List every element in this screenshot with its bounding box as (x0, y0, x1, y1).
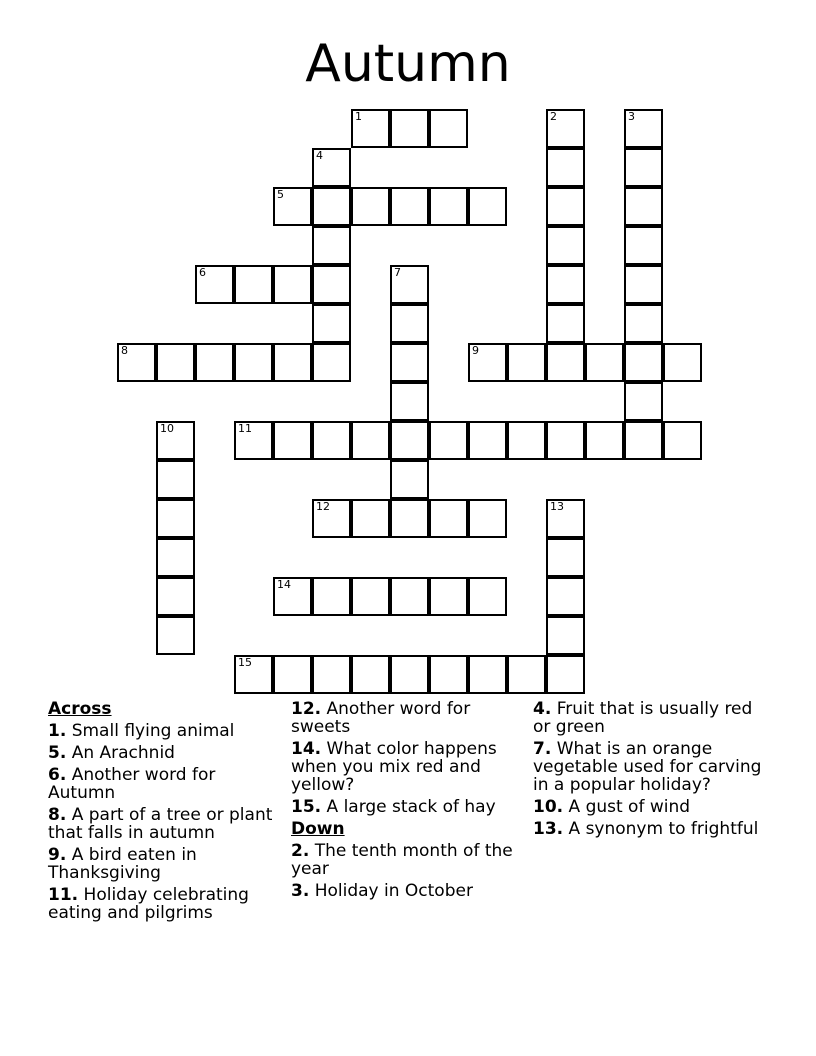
clue-item-text: Holiday celebrating eating and pilgrims (48, 885, 249, 923)
clue-number: 12 (316, 500, 330, 513)
grid-cell[interactable] (351, 421, 390, 460)
clue-column-1 (48, 700, 283, 926)
grid-cell[interactable] (468, 187, 507, 226)
grid-cell[interactable] (156, 577, 195, 616)
grid-cell[interactable] (312, 421, 351, 460)
clue-item-number: 7. (533, 739, 552, 759)
grid-cell[interactable] (156, 343, 195, 382)
grid-cell[interactable] (624, 265, 663, 304)
grid-cell[interactable] (156, 460, 195, 499)
grid-cell[interactable] (546, 148, 585, 187)
clue-item (533, 700, 768, 736)
grid-cell[interactable] (390, 382, 429, 421)
clue-column-2 (291, 700, 526, 904)
clue-number: 15 (238, 656, 252, 669)
clue-item-number: 8. (48, 805, 67, 825)
grid-cell[interactable] (156, 538, 195, 577)
grid-cell[interactable] (546, 499, 585, 538)
grid-cell[interactable] (429, 187, 468, 226)
clue-item-number: 10. (533, 797, 564, 817)
clue-item-text: A large stack of hay (326, 797, 496, 817)
clue-number: 14 (277, 578, 291, 591)
clue-item (291, 882, 526, 900)
grid-cell[interactable] (546, 538, 585, 577)
clue-item-text: Another word for sweets (291, 699, 471, 737)
grid-cell[interactable] (312, 187, 351, 226)
grid-cell[interactable] (351, 655, 390, 694)
grid-cell[interactable] (156, 616, 195, 655)
clue-number: 1 (355, 110, 362, 123)
grid-cell[interactable] (390, 655, 429, 694)
clue-item (48, 722, 283, 740)
grid-cell[interactable] (273, 265, 312, 304)
grid-cell[interactable] (546, 187, 585, 226)
grid-cell[interactable] (234, 421, 273, 460)
grid-cell[interactable] (234, 265, 273, 304)
grid-cell[interactable] (468, 499, 507, 538)
clue-item-number: 1. (48, 721, 67, 741)
clue-item (48, 744, 283, 762)
grid-cell[interactable] (390, 460, 429, 499)
grid-cell[interactable] (624, 304, 663, 343)
grid-cell[interactable] (624, 187, 663, 226)
grid-cell[interactable] (546, 577, 585, 616)
grid-cell[interactable] (429, 655, 468, 694)
grid-cell[interactable] (312, 499, 351, 538)
grid-cell[interactable] (624, 343, 663, 382)
clue-item (533, 798, 768, 816)
clue-number: 8 (121, 344, 128, 357)
clue-item-text: The tenth month of the year (291, 841, 513, 879)
grid-cell[interactable] (312, 343, 351, 382)
clue-item-number: 3. (291, 881, 310, 901)
clue-item-text: A part of a tree or plant that falls in autumn (48, 805, 273, 843)
clue-number: 6 (199, 266, 206, 279)
grid-cell[interactable] (312, 148, 351, 187)
grid-cell[interactable] (156, 499, 195, 538)
grid-cell[interactable] (429, 499, 468, 538)
grid-cell[interactable] (273, 655, 312, 694)
grid-cell[interactable] (585, 343, 624, 382)
grid-cell[interactable] (546, 655, 585, 694)
clue-item-number: 4. (533, 699, 552, 719)
grid-cell[interactable] (546, 304, 585, 343)
grid-cell[interactable] (312, 265, 351, 304)
clue-number: 11 (238, 422, 252, 435)
grid-cell[interactable] (468, 343, 507, 382)
clue-item-text: What is an orange vegetable used for carving in a popular holiday? (533, 739, 762, 795)
grid-cell[interactable] (546, 616, 585, 655)
grid-cell[interactable] (351, 187, 390, 226)
grid-cell[interactable] (429, 577, 468, 616)
clue-item (48, 846, 283, 882)
grid-cell[interactable] (546, 109, 585, 148)
clue-item-text: Another word for Autumn (48, 765, 216, 803)
clue-item-number: 5. (48, 743, 67, 763)
grid-cell[interactable] (312, 226, 351, 265)
grid-cell[interactable] (546, 226, 585, 265)
grid-cell[interactable] (624, 421, 663, 460)
clue-item-text: Fruit that is usually red or green (533, 699, 753, 737)
grid-cell[interactable] (234, 343, 273, 382)
grid-cell[interactable] (624, 109, 663, 148)
clue-item (291, 842, 526, 878)
grid-cell[interactable] (312, 655, 351, 694)
grid-cell[interactable] (624, 148, 663, 187)
grid-cell[interactable] (585, 421, 624, 460)
grid-cell[interactable] (468, 655, 507, 694)
clue-item-text: What color happens when you mix red and yellow? (291, 739, 497, 795)
grid-cell[interactable] (351, 577, 390, 616)
clue-item-text: An Arachnid (71, 743, 175, 763)
grid-cell[interactable] (507, 421, 546, 460)
clue-item-number: 2. (291, 841, 310, 861)
puzzle-title: Autumn (305, 34, 511, 94)
clue-item-number: 6. (48, 765, 67, 785)
clue-number: 13 (550, 500, 564, 513)
clue-item (291, 798, 526, 816)
clue-item (533, 740, 768, 794)
clue-item-text: Small flying animal (71, 721, 235, 741)
clue-item-number: 11. (48, 885, 79, 905)
clue-number: 4 (316, 149, 323, 162)
grid-cell[interactable] (195, 265, 234, 304)
grid-cell[interactable] (390, 499, 429, 538)
clue-item (48, 886, 283, 922)
grid-cell[interactable] (273, 343, 312, 382)
across-heading: Across (48, 699, 112, 719)
clue-number: 2 (550, 110, 557, 123)
grid-cell[interactable] (273, 187, 312, 226)
grid-cell[interactable] (429, 421, 468, 460)
grid-cell[interactable] (468, 577, 507, 616)
grid-cell[interactable] (195, 343, 234, 382)
grid-cell[interactable] (624, 382, 663, 421)
clue-item-number: 13. (533, 819, 564, 839)
grid-cell[interactable] (390, 343, 429, 382)
clue-item-number: 15. (291, 797, 322, 817)
grid-cell[interactable] (390, 187, 429, 226)
clue-item (291, 740, 526, 794)
grid-cell[interactable] (546, 421, 585, 460)
clue-number: 3 (628, 110, 635, 123)
grid-cell[interactable] (507, 655, 546, 694)
clue-number: 9 (472, 344, 479, 357)
grid-cell[interactable] (117, 343, 156, 382)
clue-column-3 (533, 700, 768, 842)
grid-cell[interactable] (351, 109, 390, 148)
grid-cell[interactable] (312, 577, 351, 616)
grid-cell[interactable] (624, 226, 663, 265)
clue-item (48, 766, 283, 802)
clue-number: 5 (277, 188, 284, 201)
clue-item (533, 820, 768, 838)
down-heading: Down (291, 819, 345, 839)
grid-cell[interactable] (663, 343, 702, 382)
clue-item-text: A synonym to frightful (568, 819, 759, 839)
clue-item-number: 14. (291, 739, 322, 759)
grid-cell[interactable] (273, 421, 312, 460)
clue-item-text: A bird eaten in Thanksgiving (48, 845, 197, 883)
clue-item-number: 9. (48, 845, 67, 865)
grid-cell[interactable] (234, 655, 273, 694)
clue-item-text: A gust of wind (568, 797, 691, 817)
clue-item-number: 12. (291, 699, 322, 719)
grid-cell[interactable] (390, 421, 429, 460)
grid-cell[interactable] (351, 499, 390, 538)
grid-cell[interactable] (390, 109, 429, 148)
grid-cell[interactable] (507, 343, 546, 382)
grid-cell[interactable] (546, 265, 585, 304)
clue-number: 7 (394, 266, 401, 279)
grid-cell[interactable] (468, 421, 507, 460)
grid-cell[interactable] (390, 265, 429, 304)
clue-item-text: Holiday in October (314, 881, 473, 901)
clue-number: 10 (160, 422, 174, 435)
clue-item (291, 700, 526, 736)
grid-cell[interactable] (312, 304, 351, 343)
grid-cell[interactable] (546, 343, 585, 382)
grid-cell[interactable] (663, 421, 702, 460)
grid-cell[interactable] (156, 421, 195, 460)
grid-cell[interactable] (390, 577, 429, 616)
grid-cell[interactable] (390, 304, 429, 343)
clue-item (48, 806, 283, 842)
grid-cell[interactable] (429, 109, 468, 148)
grid-cell[interactable] (273, 577, 312, 616)
